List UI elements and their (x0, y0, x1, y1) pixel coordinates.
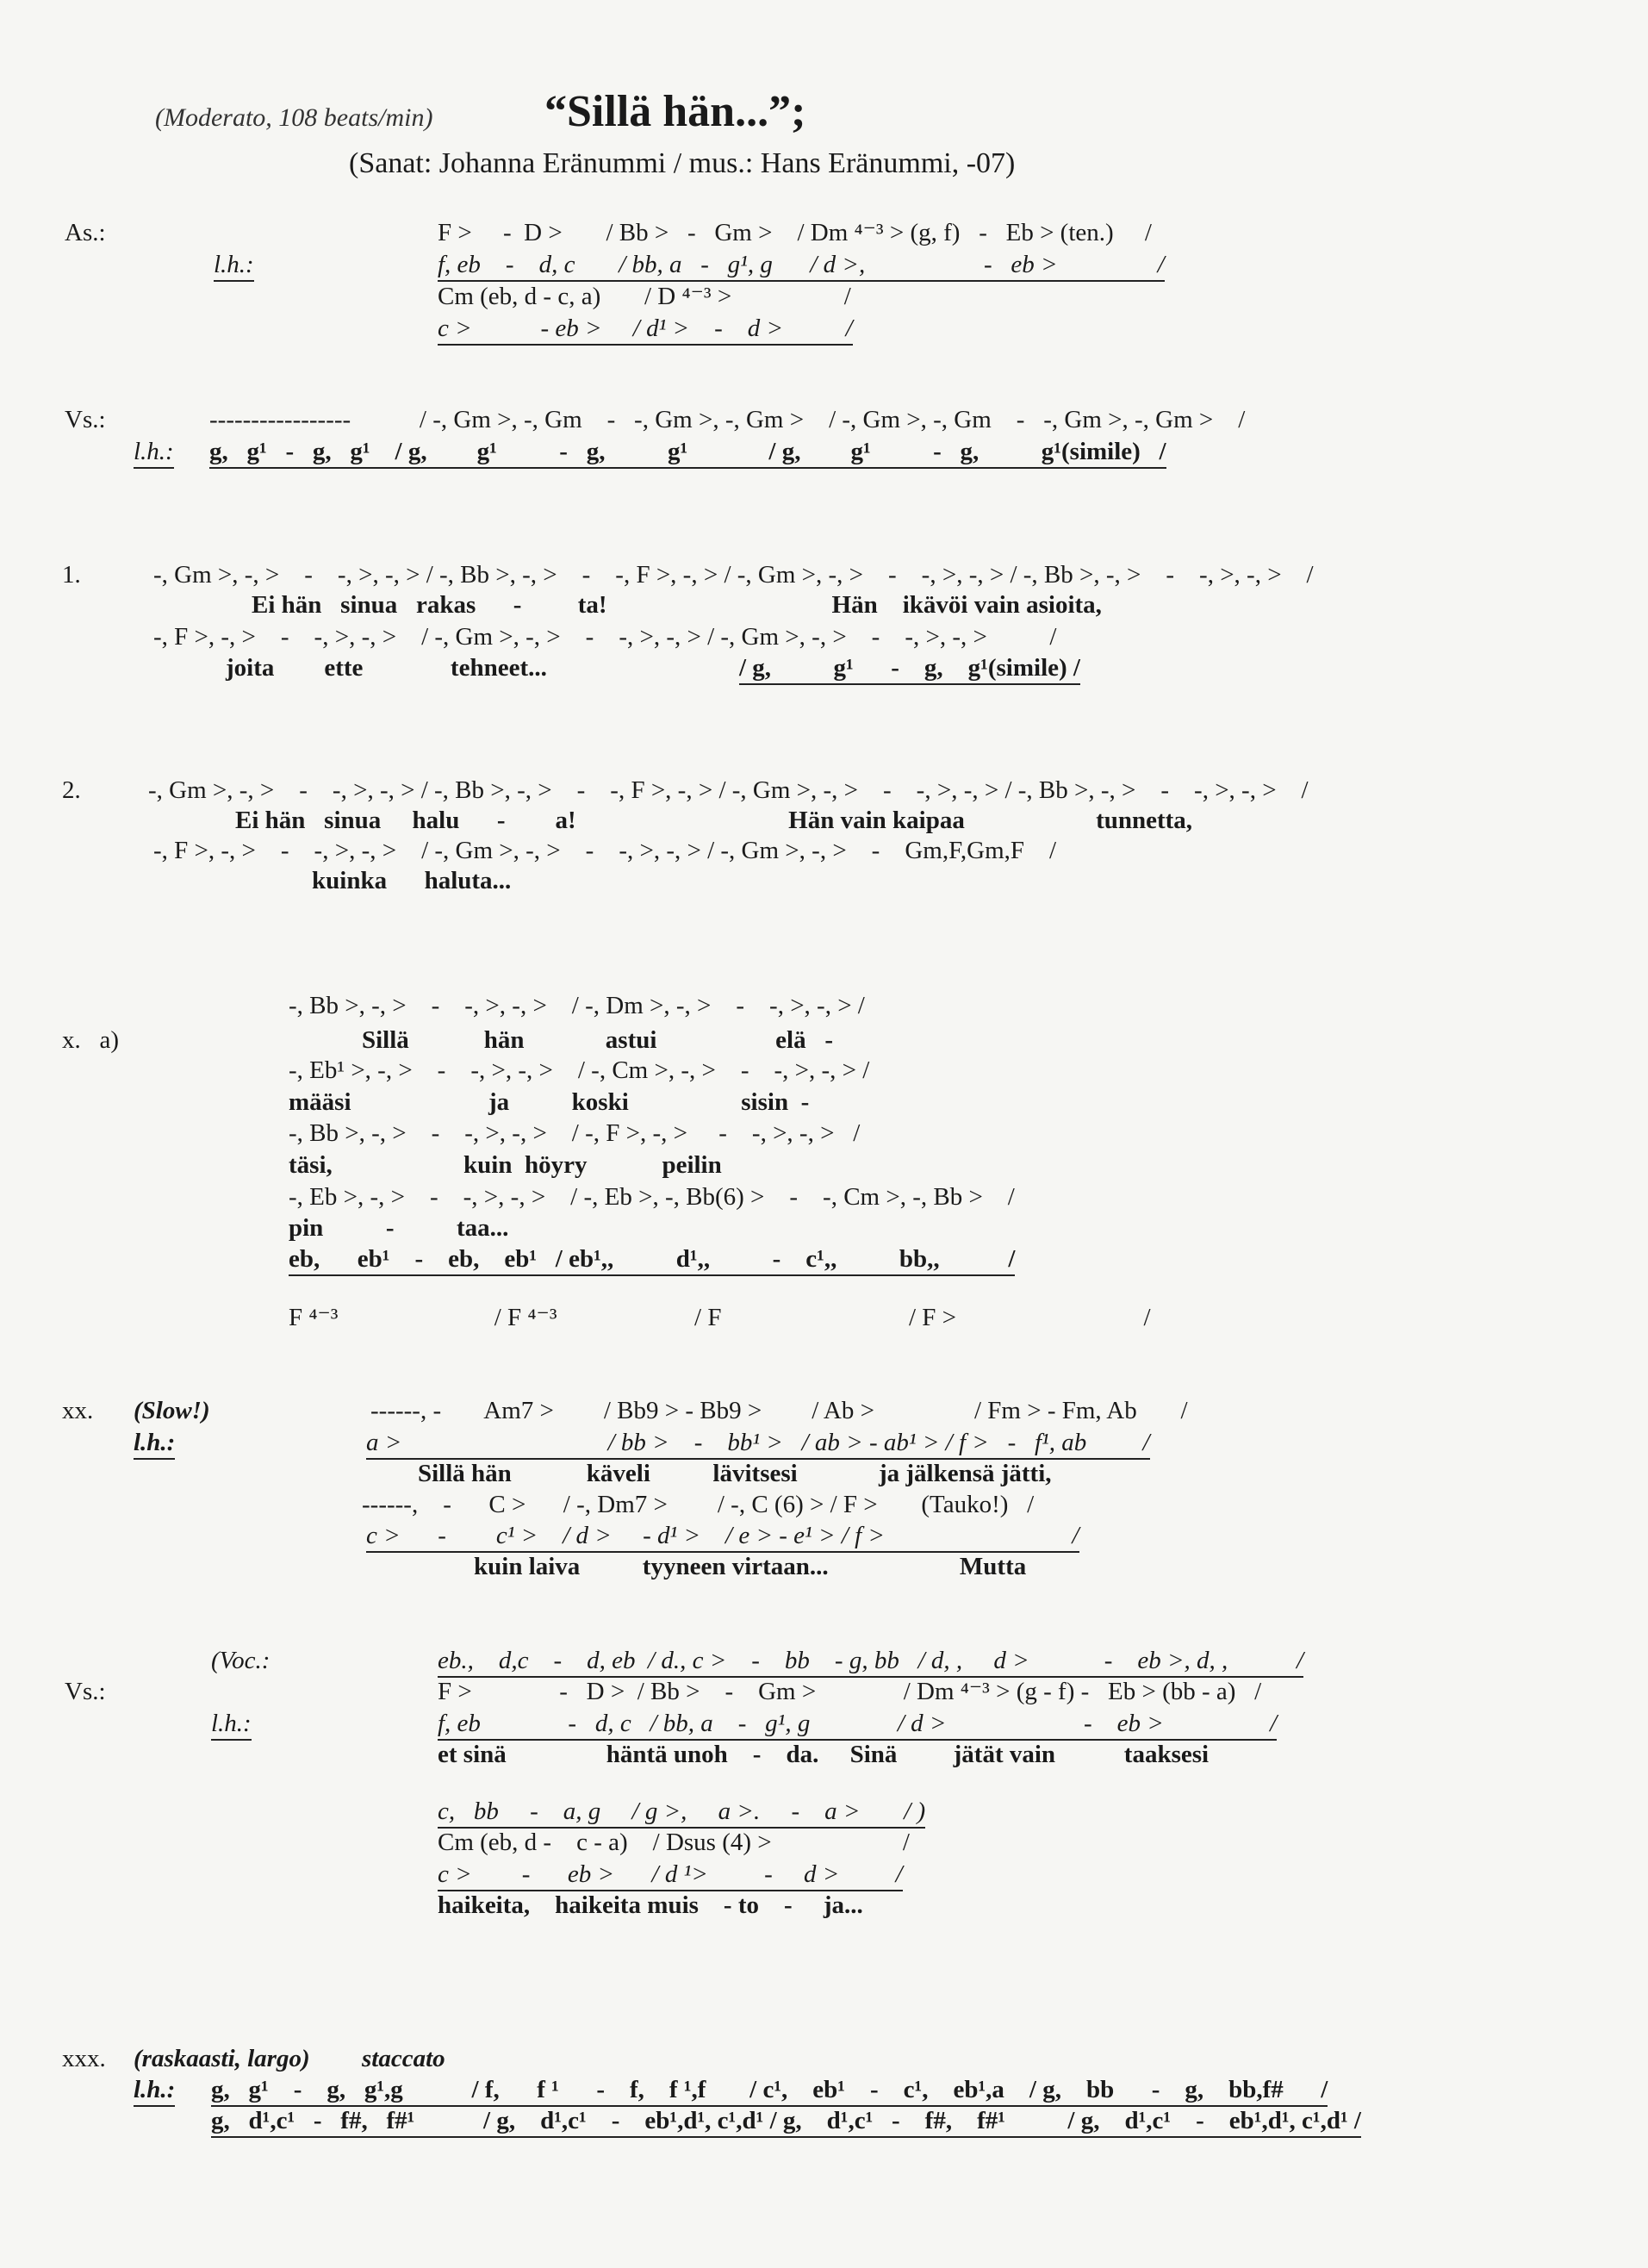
chord-line: F ⁴⁻³ / F ⁴⁻³ / F / F > / (289, 1304, 1151, 1331)
chord-line: -, Bb >, -, > - -, >, -, > / -, Dm >, -, > - -, >, -, > / (289, 992, 865, 1019)
section-label-xx: xx. (62, 1397, 94, 1424)
melody-line: eb., d,c - d, eb / d., c > - bb - g, bb / d, , d > - eb >, d, , / (438, 1646, 1303, 1678)
lyric-line: kuinka haluta... (312, 867, 512, 894)
lyric-line: täsi, kuin höyry peilin (289, 1151, 722, 1179)
bass-line: c > - c¹ > / d > - d¹ > / e > - e¹ > / f > / (366, 1521, 1079, 1553)
left-hand-label: l.h.: (134, 1428, 175, 1460)
bass-line: f, eb - d, c / bb, a - g¹, g / d > - eb > / (438, 1709, 1277, 1741)
left-hand-label: l.h.: (134, 437, 174, 469)
chord-line: F > - D > / Bb > - Gm > / Dm ⁴⁻³ > (g - f) - Eb > (bb - a) / (438, 1678, 1262, 1705)
lyric-line: kuin laiva tyyneen virtaan... Mutta (474, 1553, 1027, 1580)
bass-line: c > - eb > / d ¹> - d > / (438, 1860, 903, 1891)
verse-number: 2. (62, 776, 81, 804)
melody-line: c, bb - a, g / g >, a >. - a > / ) (438, 1797, 925, 1829)
chord-line: -, F >, -, > - -, >, -, > / -, Gm >, -, > - -, >, -, > / -, Gm >, -, > - Gm,F,Gm,F / (153, 837, 1057, 864)
chord-line: -, Gm >, -, > - -, >, -, > / -, Bb >, -, > - -, F >, -, > / -, Gm >, -, > - -, >, -, > / -, Bb >, -, > - -, >, -, > / (153, 561, 1314, 589)
tempo-marking: (Slow!) (134, 1397, 210, 1424)
chord-line: ------, - C > / -, Dm7 > / -, C (6) > / F > (Tauko!) / (362, 1491, 1035, 1518)
articulation-marking: staccato (362, 2045, 445, 2072)
chord-line: -, Gm >, -, > - -, >, -, > / -, Bb >, -, > - -, F >, -, > / -, Gm >, -, > - -, >, -, > / -, Bb >, -, > - -, >, -, > / (148, 776, 1309, 804)
section-label-x: x. a) (62, 1026, 120, 1054)
section-label-vs: Vs.: (65, 406, 106, 433)
song-credits: (Sanat: Johanna Eränummi / mus.: Hans Eränummi, -07) (349, 147, 1016, 179)
lyric-line: et sinä häntä unoh - da. Sinä jätät vain taaksesi (438, 1741, 1210, 1768)
chord-line: -, F >, -, > - -, >, -, > / -, Gm >, -, > - -, >, -, > / -, Gm >, -, > - -, >, -, > / (153, 623, 1057, 651)
chord-line: -, Eb¹ >, -, > - -, >, -, > / -, Cm >, -, > - -, >, -, > / (289, 1056, 870, 1084)
voice-label: (Voc.: (211, 1647, 271, 1674)
bass-line: g, g¹ - g, g¹ / g, g¹ - g, g¹ / g, g¹ - g, g¹(simile) / (209, 437, 1166, 469)
song-title: “Sillä hän...”; (544, 87, 806, 136)
lyric-line: Ei hän sinua rakas - ta! Hän ikävöi vain asioita, (252, 591, 1102, 619)
verse-number: 1. (62, 561, 81, 589)
bass-line: g, d¹,c¹ - f#, f#¹ / g, d¹,c¹ - eb¹,d¹, c¹,d¹ / g, d¹,c¹ - f#, f#¹ / g, d¹,c¹ - eb¹,d¹, c¹,d¹ / (211, 2106, 1361, 2138)
chord-line: Cm (eb, d - c - a) / Dsus (4) > / (438, 1829, 910, 1856)
lyric-line: määsi ja koski sisin - (289, 1088, 810, 1116)
chord-line: ------, - Am7 > / Bb9 > - Bb9 > / Ab > / Fm > - Fm, Ab / (370, 1397, 1188, 1424)
lyric-line: joita ette tehneet... (226, 654, 547, 682)
lyric-line: Sillä hän käveli lävitsesi ja jälkensä jätti, (418, 1460, 1052, 1487)
lyric-line: pin - taa... (289, 1214, 509, 1242)
chord-line: ----------------- / -, Gm >, -, Gm - -, Gm >, -, Gm > / -, Gm >, -, Gm - -, Gm >, -, Gm > / (209, 406, 1246, 433)
section-label-as: As.: (65, 219, 106, 246)
bass-line: eb, eb¹ - eb, eb¹ / eb¹,, d¹,, - c¹,, bb,, / (289, 1244, 1015, 1276)
lyric-line: haikeita, haikeita muis - to - ja... (438, 1891, 863, 1919)
left-hand-label: l.h.: (214, 250, 254, 282)
chord-line: F > - D > / Bb > - Gm > / Dm ⁴⁻³ > (g, f) - Eb > (ten.) / (438, 219, 1152, 246)
section-label-xxx: xxx. (62, 2045, 106, 2072)
left-hand-label: l.h.: (134, 2075, 175, 2107)
tempo-marking: (Moderato, 108 beats/min) (155, 103, 433, 132)
bass-line: / g, g¹ - g, g¹(simile) / (739, 653, 1080, 685)
bass-line: g, g¹ - g, g¹,g / f, f ¹ - f, f ¹,f / c¹, eb¹ - c¹, eb¹,a / g, bb - g, bb,f# / (211, 2075, 1328, 2107)
lyric-line: Ei hän sinua halu - a! Hän vain kaipaa tunnetta, (235, 807, 1193, 834)
bass-line: a > / bb > - bb¹ > / ab > - ab¹ > / f > - f¹, ab / (366, 1428, 1150, 1460)
chord-line: -, Bb >, -, > - -, >, -, > / -, F >, -, > - -, >, -, > / (289, 1119, 861, 1147)
bass-line: f, eb - d, c / bb, a - g¹, g / d >, - eb > / (438, 250, 1165, 282)
tempo-marking: (raskaasti, largo) (134, 2045, 310, 2072)
bass-line: c > - eb > / d¹ > - d > / (438, 314, 853, 346)
section-label-vs: Vs.: (65, 1678, 106, 1705)
lyric-line: Sillä hän astui elä - (362, 1026, 834, 1054)
chord-line: Cm (eb, d - c, a) / D ⁴⁻³ > / (438, 283, 851, 310)
chord-line: -, Eb >, -, > - -, >, -, > / -, Eb >, -, Bb(6) > - -, Cm >, -, Bb > / (289, 1183, 1015, 1211)
left-hand-label: l.h.: (211, 1709, 252, 1741)
